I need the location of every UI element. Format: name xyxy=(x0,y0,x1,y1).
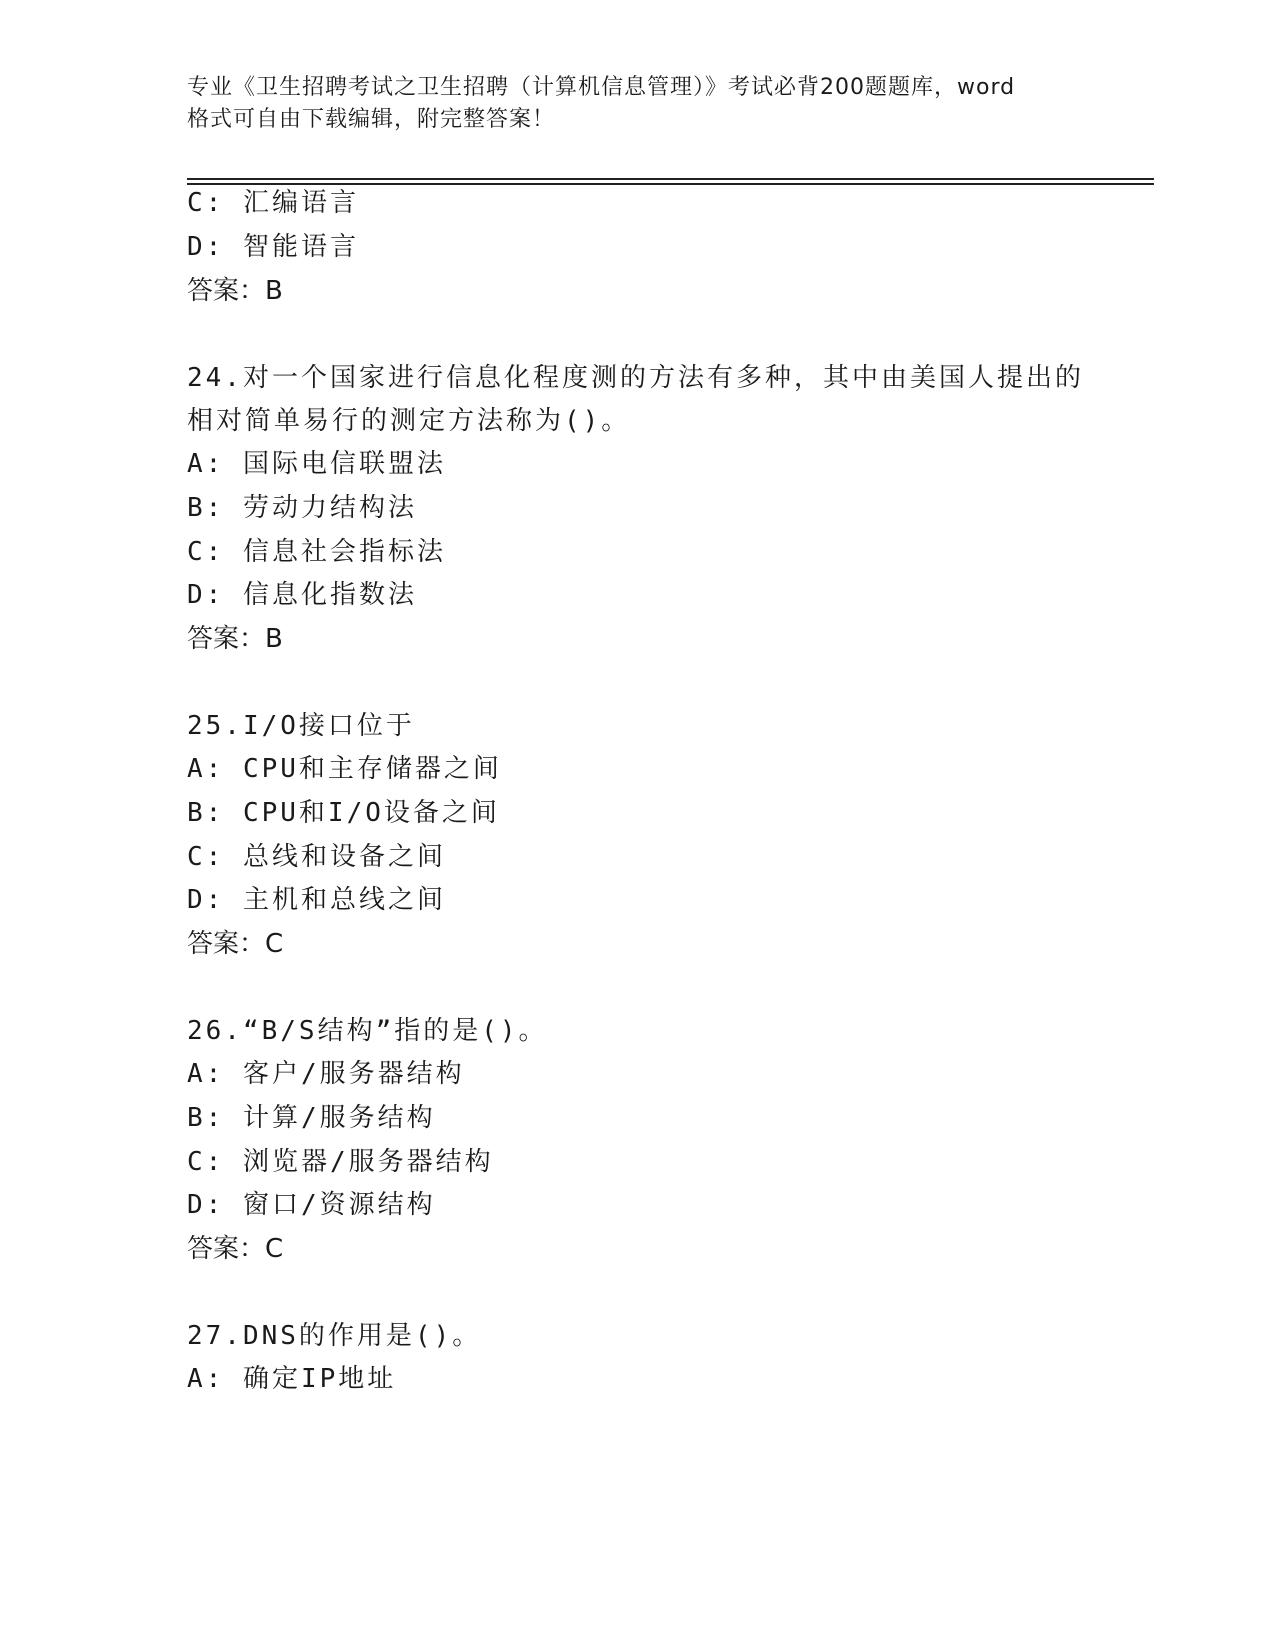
answer-line: 答案：B xyxy=(187,624,283,654)
question-25-text: 25.I/O接口位于 xyxy=(187,711,415,741)
answer-line: 答案：B xyxy=(187,276,283,306)
option-b-text: B: CPU和I/O设备之间 xyxy=(187,798,500,828)
option-a-text: A: 客户/服务器结构 xyxy=(187,1059,465,1089)
question-24-line-2: 相对简单易行的测定方法称为()。 xyxy=(187,406,631,436)
option-a-text: A: 国际电信联盟法 xyxy=(187,449,446,479)
option-c-text: C: 总线和设备之间 xyxy=(187,842,446,872)
question-24-line-1: 24.对一个国家进行信息化程度测的方法有多种，其中由美国人提出的 xyxy=(187,363,1084,393)
answer-line: 答案：C xyxy=(187,929,284,959)
option-d-text: D: 信息化指数法 xyxy=(187,580,417,610)
answer-line: 答案：C xyxy=(187,1234,284,1264)
option-b-text: B: 劳动力结构法 xyxy=(187,493,417,523)
option-c-text: C: 浏览器/服务器结构 xyxy=(187,1147,494,1177)
option-d-text: D: 主机和总线之间 xyxy=(187,885,446,915)
option-a-text: A: 确定IP地址 xyxy=(187,1364,397,1394)
question-26-text: 26.“B/S结构”指的是()。 xyxy=(187,1016,548,1046)
header-divider-top xyxy=(187,178,1154,180)
question-27-text: 27.DNS的作用是()。 xyxy=(187,1321,482,1351)
option-b-text: B: 计算/服务结构 xyxy=(187,1103,436,1133)
document-header: 专业《卫生招聘考试之卫生招聘（计算机信息管理）》考试必背200题题库，word 格式可自由下载编辑，附完整答案！ xyxy=(187,75,1016,132)
header-divider-bottom xyxy=(187,183,1154,185)
option-c-text: C: 信息社会指标法 xyxy=(187,537,446,567)
option-a-text: A: CPU和主存储器之间 xyxy=(187,754,502,784)
option-d-text: D: 窗口/资源结构 xyxy=(187,1190,436,1220)
option-c-text: C: 汇编语言 xyxy=(187,188,359,218)
option-d-text: D: 智能语言 xyxy=(187,232,359,262)
